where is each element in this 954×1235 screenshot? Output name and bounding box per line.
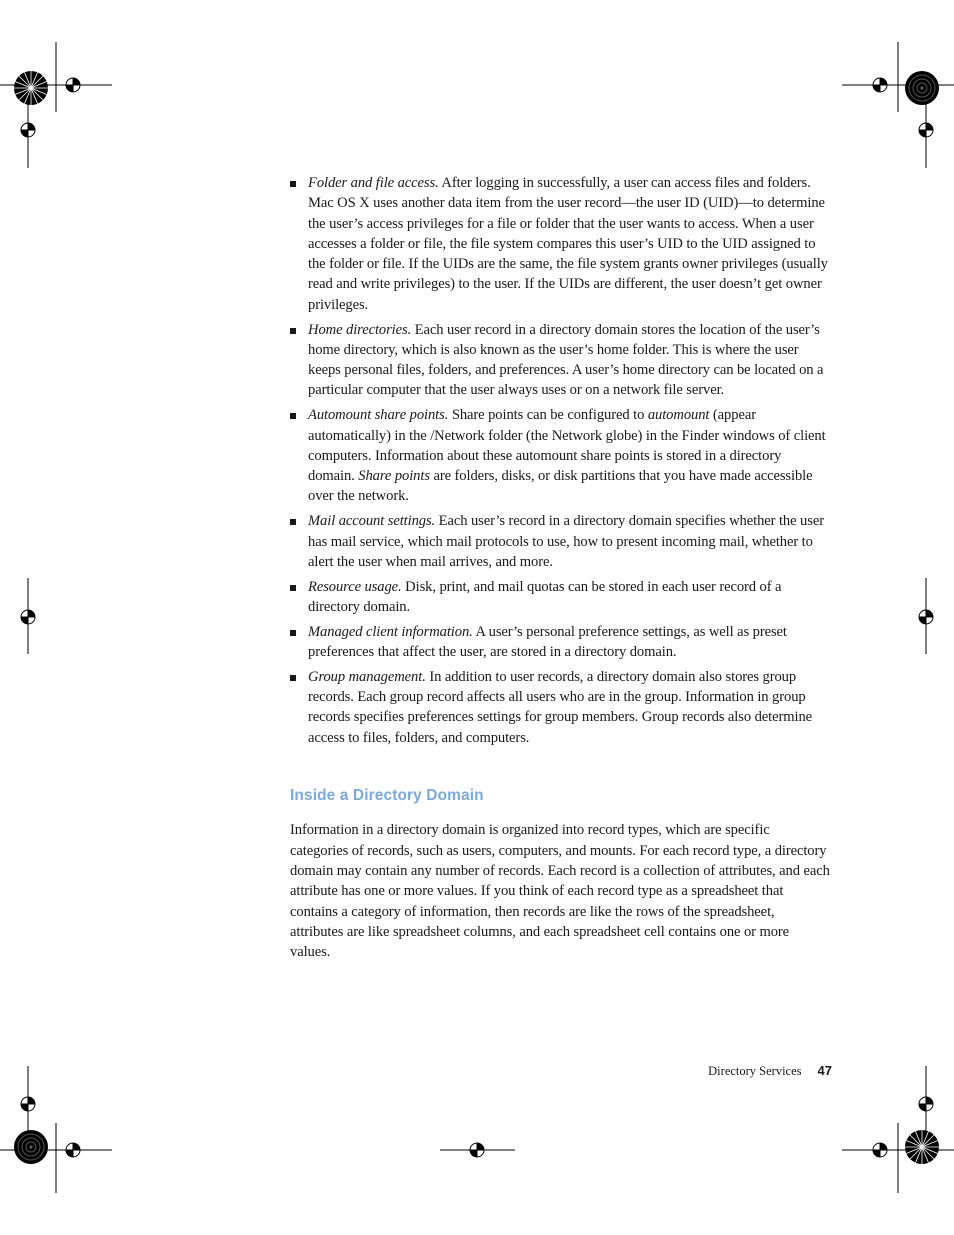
bullet-term: Group management. xyxy=(308,668,426,685)
bullet-square-icon xyxy=(290,519,296,525)
bullet-term: Managed client information. xyxy=(308,623,473,640)
bullet-text: (appear automatically) in the /Network folder (the Network globe) in the Finder windows of client computers. Information about these automount share points is stored in a directory domain. xyxy=(308,407,826,485)
list-item xyxy=(290,667,831,748)
bullet-square-icon xyxy=(290,413,296,419)
list-item xyxy=(290,405,831,506)
bullet-text: are folders, disks, or disk partitions that you have made accessible over the network. xyxy=(308,468,813,505)
section-paragraph: Information in a directory domain is organized into record types, which are specific categories of records, such as users, computers, and mounts. For each record type, a directory domain may contain any number of records. Each record is a collection of attributes, and each attribute has one or more values. If you think of each record type as a spreadsheet that contains a category of information, then records are like the rows of the spreadsheet, attributes are like spreadsheet columns, and each spreadsheet cell contains one or more values. xyxy=(290,822,830,961)
bullet-text: A user’s personal preference settings, as well as preset preferences that affect the user, are stored in a directory domain. xyxy=(308,623,787,661)
chapter-title: Directory Services xyxy=(708,1064,802,1078)
bullet-term: Automount share points. xyxy=(308,407,449,424)
bullet-text: In addition to user records, a directory domain also stores group records. Each group record affects all users who are in the group. Information in group records specifies preferences settings for group members. Group records also determine access to files, folders, and computers. xyxy=(308,668,813,746)
list-item xyxy=(290,622,831,663)
page-body xyxy=(290,173,831,962)
bullet-term: Resource usage. xyxy=(308,578,402,595)
bullet-term: Mail account settings. xyxy=(308,513,436,530)
bullet-list xyxy=(290,173,831,748)
emphasis-text: Share points xyxy=(358,468,430,485)
bullet-text: After logging in successfully, a user can access files and folders. Mac OS X uses another data item from the user record—the user ID (UID)—to determine the user’s access privileges for a file or folder that the user wants to access. When a user accesses a folder or file, the file system compares this user’s UID to the UID assigned to the folder or file. If the UIDs are the same, the file system grants owner privileges (usually read and write privileges) to the user. If the UIDs are different, the user doesn’t get owner privileges. xyxy=(308,175,828,313)
bullet-text: Each user record in a directory domain stores the location of the user’s home directory, which is also known as the user’s home folder. This is where the user keeps personal files, folders, and preferences. A user’s home directory can be located on a particular computer that the user always uses or on a network file server. xyxy=(308,321,824,399)
emphasis-text: automount xyxy=(647,407,710,424)
page-number: 47 xyxy=(817,1063,832,1078)
section-heading: Inside a Directory Domain xyxy=(290,787,484,805)
bullet-square-icon xyxy=(290,675,296,681)
bullet-square-icon xyxy=(290,328,296,334)
bullet-square-icon xyxy=(290,630,296,636)
list-item xyxy=(290,320,831,401)
page-footer xyxy=(708,1063,832,1079)
list-item xyxy=(290,577,831,618)
bullet-text: Share points can be configured to xyxy=(451,407,648,424)
bullet-text: Each user’s record in a directory domain specifies whether the user has mail service, which mail protocols to use, how to present incoming mail, whether to alert the user when mail arrives, and more. xyxy=(308,513,824,570)
bullet-square-icon xyxy=(290,181,296,187)
list-item xyxy=(290,511,831,572)
bullet-term: Home directories. xyxy=(308,321,412,338)
bullet-square-icon xyxy=(290,585,296,591)
bullet-text: Disk, print, and mail quotas can be stored in each user record of a directory domain. xyxy=(308,578,782,615)
bullet-term: Folder and file access. xyxy=(308,175,439,191)
list-item xyxy=(290,173,831,315)
